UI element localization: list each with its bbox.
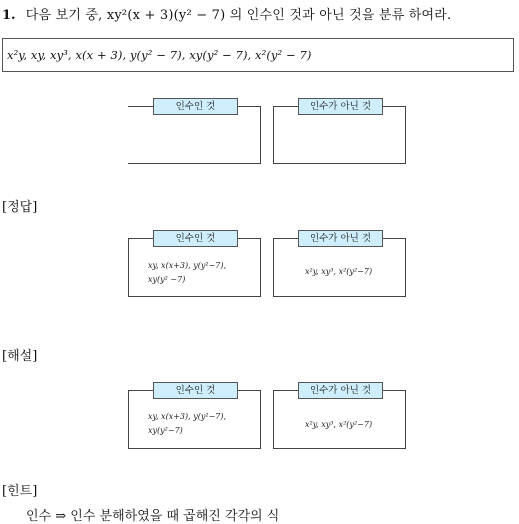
hint-text: 인수 ⇒ 인수 분해하였을 때 곱해진 각각의 식 — [26, 509, 280, 524]
question-number: 1. — [2, 8, 16, 23]
answer-heading: [정답] — [2, 200, 38, 215]
choices-text: x²y, xy, xy³, x(x + 3), y(y² − 7), xy(y² − 7), x²(y² − 7) — [7, 48, 312, 62]
hint-heading: [힌트] — [2, 484, 38, 499]
explanation-factor-line-2: xy(y²−7) — [148, 426, 183, 435]
not-factor-label: 인수가 아닌 것 — [298, 98, 383, 115]
factor-box-empty — [128, 98, 261, 164]
explanation-factor-label: 인수인 것 — [153, 382, 238, 399]
choices-box — [2, 38, 514, 72]
explanation-heading: [해설] — [2, 349, 38, 364]
question-text: 다음 보기 중, xy²(x + 3)(y² − 7) 의 인수인 것과 아닌 것을 분류 하여라. — [25, 8, 452, 23]
answer-not-factor-line-1: x²y, xy³, x²(y²−7) — [305, 267, 373, 276]
answer-factor-label: 인수인 것 — [153, 230, 238, 247]
answer-not-factor-label: 인수가 아닌 것 — [298, 230, 383, 247]
explanation-factor-box — [128, 382, 261, 449]
explanation-factor-line-1: xy, x(x+3), y(y²−7), — [148, 412, 227, 421]
factor-label: 인수인 것 — [153, 98, 238, 115]
explanation-not-factor-box — [273, 382, 406, 449]
answer-factor-box — [128, 230, 261, 297]
answer-factor-line-1: xy, x(x+3), y(y²−7), — [148, 261, 227, 270]
explanation-not-factor-label: 인수가 아닌 것 — [298, 382, 383, 399]
answer-factor-line-2: xy(y² −7) — [148, 275, 186, 284]
explanation-not-factor-line-1: x²y, xy³, x²(y²−7) — [305, 420, 373, 429]
answer-not-factor-box — [273, 230, 406, 297]
question-title — [2, 4, 451, 23]
not-factor-box-empty — [273, 98, 406, 164]
